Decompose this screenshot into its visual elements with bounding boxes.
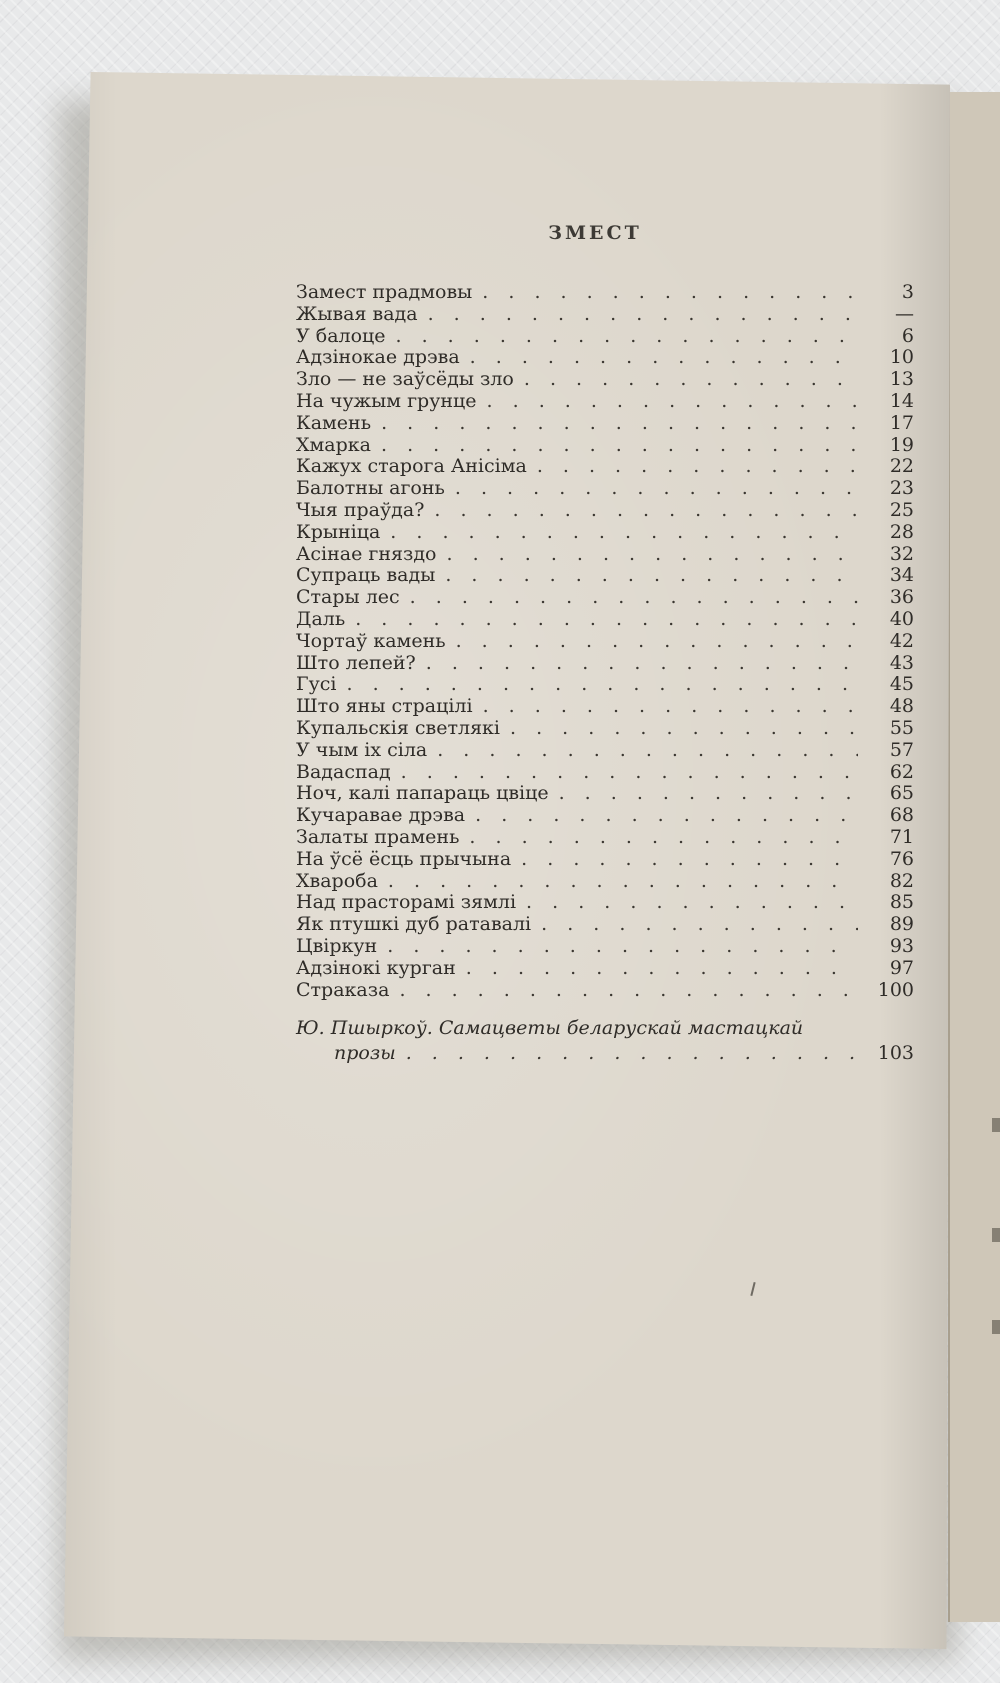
toc-entry-page: 48	[889, 695, 914, 718]
dot-leader	[537, 456, 858, 478]
toc-entry-title: Чыя праўда?	[296, 498, 425, 521]
dot-leader	[466, 958, 858, 980]
toc-entry	[296, 718, 914, 740]
toc-entry	[296, 980, 914, 1002]
toc-entry-title: Зло — не заўсёды зло	[296, 368, 514, 391]
toc-entry	[296, 522, 914, 544]
dot-leader	[406, 1040, 858, 1066]
dot-leader	[475, 805, 858, 827]
toc-entry	[296, 696, 914, 718]
toc-entry-title: Крыніца	[296, 520, 381, 543]
toc-entry-title: Што яны страцілі	[296, 695, 473, 718]
dot-leader	[541, 914, 858, 936]
toc-entry	[296, 478, 914, 500]
toc-entry-page: 10	[889, 346, 914, 369]
toc-entry	[296, 435, 914, 457]
toc-entry-title: Адзінокае дрэва	[296, 346, 460, 369]
toc-entry-page: 89	[889, 913, 914, 936]
adjacent-page-text-fragment	[992, 1228, 1000, 1242]
toc-entry	[296, 936, 914, 958]
toc-entry-title: Чортаў камень	[296, 629, 446, 652]
dot-leader	[387, 936, 858, 958]
toc-entry-page: 57	[889, 738, 914, 761]
toc-entry-title: Як птушкі дуб ратавалі	[296, 913, 532, 936]
toc-entry-title: Жывая вада	[296, 302, 418, 325]
toc-entry	[296, 631, 914, 653]
toc-entry	[296, 958, 914, 980]
toc-entry-afterword	[296, 1016, 914, 1066]
dot-leader	[510, 718, 858, 740]
toc-entry-title: Страказа	[296, 978, 390, 1001]
toc-entry	[296, 500, 914, 522]
dot-leader	[445, 565, 858, 587]
toc-entry-page: 36	[889, 586, 914, 609]
dot-leader	[526, 892, 858, 914]
toc-entry-page: 76	[889, 847, 914, 870]
dot-leader	[355, 609, 858, 631]
toc-entry	[296, 347, 914, 369]
toc-entry	[296, 282, 914, 304]
dot-leader	[434, 500, 858, 522]
toc-entry-title: Супраць вады	[296, 564, 436, 587]
toc-entry	[296, 391, 914, 413]
toc-entry	[296, 587, 914, 609]
adjacent-page-text-fragment	[992, 1118, 1000, 1132]
dot-leader	[346, 674, 858, 696]
toc-entry-page: 45	[889, 673, 914, 696]
toc-entry	[296, 805, 914, 827]
dot-leader	[521, 849, 858, 871]
toc-entry-page: 40	[889, 607, 914, 630]
toc-entry-title: Над прасторамі зямлі	[296, 891, 517, 914]
toc-entry-page: 17	[889, 411, 914, 434]
toc-entry-page: 13	[889, 368, 914, 391]
toc-entry	[296, 304, 914, 326]
dot-leader	[426, 653, 858, 675]
toc-entry-title: Купальскія светлякі	[296, 716, 501, 739]
dot-leader	[524, 369, 858, 391]
dot-leader	[455, 478, 858, 500]
dot-leader	[396, 326, 858, 348]
dot-leader	[470, 347, 858, 369]
dot-leader	[559, 783, 858, 805]
dot-leader	[482, 282, 858, 304]
dot-leader	[428, 304, 858, 326]
dot-leader	[399, 980, 858, 1002]
adjacent-page-edge	[948, 92, 1000, 1622]
toc-entry-title: На чужым грунце	[296, 389, 477, 412]
dot-leader	[381, 435, 858, 457]
toc-entry-page: 93	[889, 934, 914, 957]
dot-leader	[401, 762, 858, 784]
toc-entry-page: 34	[889, 564, 914, 587]
dot-leader	[487, 391, 858, 413]
toc-entry	[296, 413, 914, 435]
toc-entry-page: 68	[889, 804, 914, 827]
toc-entry-page: 22	[889, 455, 914, 478]
toc-entry	[296, 740, 914, 762]
toc-entry-page: 32	[889, 542, 914, 565]
toc-entry-title: На ўсё ёсць прычына	[296, 847, 512, 870]
toc-entry-page: 42	[889, 629, 914, 652]
toc-entry-title: Цвіркун	[296, 934, 378, 957]
toc-entry	[296, 369, 914, 391]
toc-entry-title: Асінае гняздо	[296, 542, 437, 565]
toc-entry-title: Камень	[296, 411, 372, 434]
toc-entry-page: 6	[901, 324, 914, 347]
toc-entry-page: 19	[889, 433, 914, 456]
afterword-title-line2: прозы	[334, 1042, 396, 1064]
toc-entry	[296, 783, 914, 805]
toc-entry-page: 85	[889, 891, 914, 914]
toc-entry-page: 82	[889, 869, 914, 892]
toc-entry-title: Гусі	[296, 673, 337, 696]
toc-entry-page: 55	[889, 716, 914, 739]
dot-leader	[469, 827, 858, 849]
toc-entry	[296, 827, 914, 849]
adjacent-page-text-fragment	[992, 1320, 1000, 1334]
toc-entry-title: Стары лес	[296, 586, 400, 609]
toc-entry-title: Ноч, калі папараць цвіце	[296, 782, 549, 805]
toc-entry-page: 14	[889, 389, 914, 412]
toc-entry-title: Замест прадмовы	[296, 281, 473, 303]
toc-entry-title: Кажух старога Анісіма	[296, 455, 527, 478]
toc-entry-page: 100	[877, 978, 914, 1001]
toc-entry-page: —	[895, 302, 914, 325]
toc-entry	[296, 871, 914, 893]
toc-entry-page: 25	[889, 498, 914, 521]
toc-entry	[296, 914, 914, 936]
dot-leader	[437, 740, 858, 762]
dot-leader	[410, 587, 858, 609]
dot-leader	[456, 631, 858, 653]
afterword-page: 103	[877, 1042, 914, 1064]
table-of-contents	[296, 282, 914, 1001]
toc-entry-title: Балотны агонь	[296, 477, 445, 500]
toc-entry	[296, 653, 914, 675]
toc-entry	[296, 762, 914, 784]
toc-entry	[296, 456, 914, 478]
toc-entry-page: 43	[889, 651, 914, 674]
toc-entry-title: Залаты прамень	[296, 825, 460, 848]
dot-leader	[483, 696, 858, 718]
afterword-title-line2-row	[296, 1040, 914, 1066]
toc-entry-page: 71	[889, 825, 914, 848]
afterword-title-line1: Ю. Пшыркоў. Самацветы беларускай мастацкай	[296, 1017, 804, 1039]
toc-entry-page: 28	[889, 520, 914, 543]
dot-leader	[381, 413, 858, 435]
toc-entry-title: Вадаспад	[296, 760, 391, 783]
toc-entry	[296, 674, 914, 696]
toc-entry-title: Хмарка	[296, 433, 371, 456]
toc-entry-page: 3	[901, 281, 914, 303]
toc-entry-title: Хвароба	[296, 869, 378, 892]
toc-entry-page: 62	[889, 760, 914, 783]
toc-entry-title: У балоце	[296, 324, 386, 347]
toc-entry-page: 23	[889, 477, 914, 500]
toc-entry-title: Адзінокі курган	[296, 956, 456, 979]
toc-entry-title: Кучаравае дрэва	[296, 804, 466, 827]
toc-entry	[296, 326, 914, 348]
dot-leader	[390, 522, 858, 544]
dot-leader	[447, 544, 859, 566]
toc-entry-title: У чым іх сіла	[296, 738, 428, 761]
toc-entry	[296, 544, 914, 566]
toc-entry-page: 97	[889, 956, 914, 979]
dot-leader	[388, 871, 858, 893]
toc-entry-page: 65	[889, 782, 914, 805]
toc-entry-title: Што лепей?	[296, 651, 416, 674]
toc-entry	[296, 892, 914, 914]
toc-entry	[296, 849, 914, 871]
page-title: ЗМЕСТ	[548, 222, 642, 244]
toc-entry	[296, 565, 914, 587]
toc-entry-title: Даль	[296, 607, 346, 630]
toc-entry	[296, 609, 914, 631]
